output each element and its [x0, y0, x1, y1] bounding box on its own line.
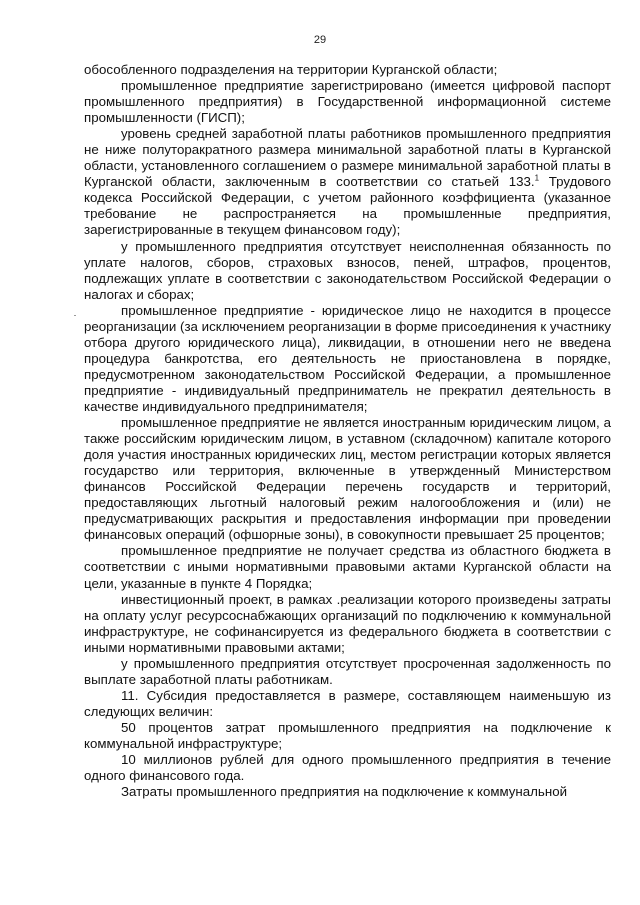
paragraph-9: [84, 656, 611, 688]
paragraph-text: у промышленного предприятия отсутствует неисполненная обязанность по уплате налогов, сборов, страховых взносов, пеней, штрафов, процентов, подлежащих уплате в соответствии с законодательством Российской Федерации о налогах и сборах;: [84, 238, 611, 302]
paragraph-12: [84, 752, 611, 784]
paragraph-text: промышленное предприятие зарегистрировано (имеется цифровой паспорт промышленного предприятия) в Государственной информационной системе промышленности (ГИСП);: [84, 78, 611, 126]
paragraph-3: [84, 126, 611, 238]
footnote-ref: 1: [534, 173, 540, 183]
paragraph-text: инвестиционный проект, в рамках .реализации которого произведены затраты на оплату услуг ресурсоснабжающих организаций по подключению к коммунальной инфраструктуре, не софинансируется из федерального бюджета в соответствии с иными нормативными правовыми актами;: [84, 591, 611, 655]
paragraph-text: 50 процентов затрат промышленного предприятия на подключение к коммунальной инфраструктуре;: [84, 719, 611, 751]
paragraph-text: обособленного подразделения на территории Курганской области;: [84, 62, 498, 77]
paragraph-5: [84, 303, 611, 415]
paragraph-text: Затраты промышленного предприятия на подключение к коммунальной: [121, 784, 568, 800]
paragraph-4: [84, 239, 611, 303]
paragraph-text: уровень средней заработной платы работников промышленного предприятия не ниже полуторакратного размера минимальной заработной платы в Курганской области, установленного соглашением о размере минимальной заработной платы в Курганской области, заключенным в соответствии со статьей 133.: [84, 126, 611, 190]
paragraph-text: 10 миллионов рублей для одного промышленного предприятия в течение одного финансового года.: [84, 752, 611, 784]
paragraph-text: промышленное предприятие не получает средства из областного бюджета в соответствии с иными нормативными правовыми актами Курганской области на цели, указанные в пункте 4 Порядка;: [84, 543, 611, 591]
paragraph-7: [84, 543, 611, 591]
page-number: 29: [313, 34, 327, 46]
paragraph-1: [84, 62, 611, 78]
paragraph-8: [84, 592, 611, 656]
paragraph-10: [84, 688, 611, 720]
paragraph-text: 11. Субсидия предоставляется в размере, составляющем наименьшую из следующих величин:: [84, 687, 611, 719]
paragraph-text: у промышленного предприятия отсутствует просроченная задолженность по выплате заработной платы работникам.: [84, 655, 611, 687]
paragraph-11: [84, 720, 611, 752]
paragraph-13: [84, 784, 611, 800]
paragraph-2: [84, 78, 611, 126]
paragraph-6: [84, 415, 611, 543]
paragraph-text: промышленное предприятие не является иностранным юридическим лицом, а также российским юридическим лицом, в уставном (складочном) капитале которого доля участия иностранных юридических лиц, местом регистрации которых является государство или территория, включенные в утвержденный Министерством финансов Российской Федерации перечень государств и территорий, предоставляющих льготный налоговый режим налогообложения и (или) не предусматривающих раскрытия и предоставления информации при проведении финансовых операций (офшорные зоны), в совокупности превышает 25 процентов;: [84, 415, 611, 543]
document-body: [84, 62, 611, 800]
paragraph-text-tail: Трудового кодекса Российской Федерации, с учетом районного коэффициента (указанное требование не распространяется на промышленные предприятия, зарегистрированные в текущем финансовом году);: [84, 174, 611, 238]
paragraph-text: промышленное предприятие - юридическое лицо не находится в процессе реорганизации (за исключением реорганизации в форме присоединения к участнику отбора другого юридического лица), ликвидации, в отношении него не введена процедура банкротства, его деятельность не приостановлена в порядке, предусмотренном законодательством Российской Федерации, а промышленное предприятие - индивидуальный предприниматель не прекратил деятельность в качестве индивидуального предпринимателя;: [84, 302, 611, 414]
margin-mark: [74, 315, 76, 316]
